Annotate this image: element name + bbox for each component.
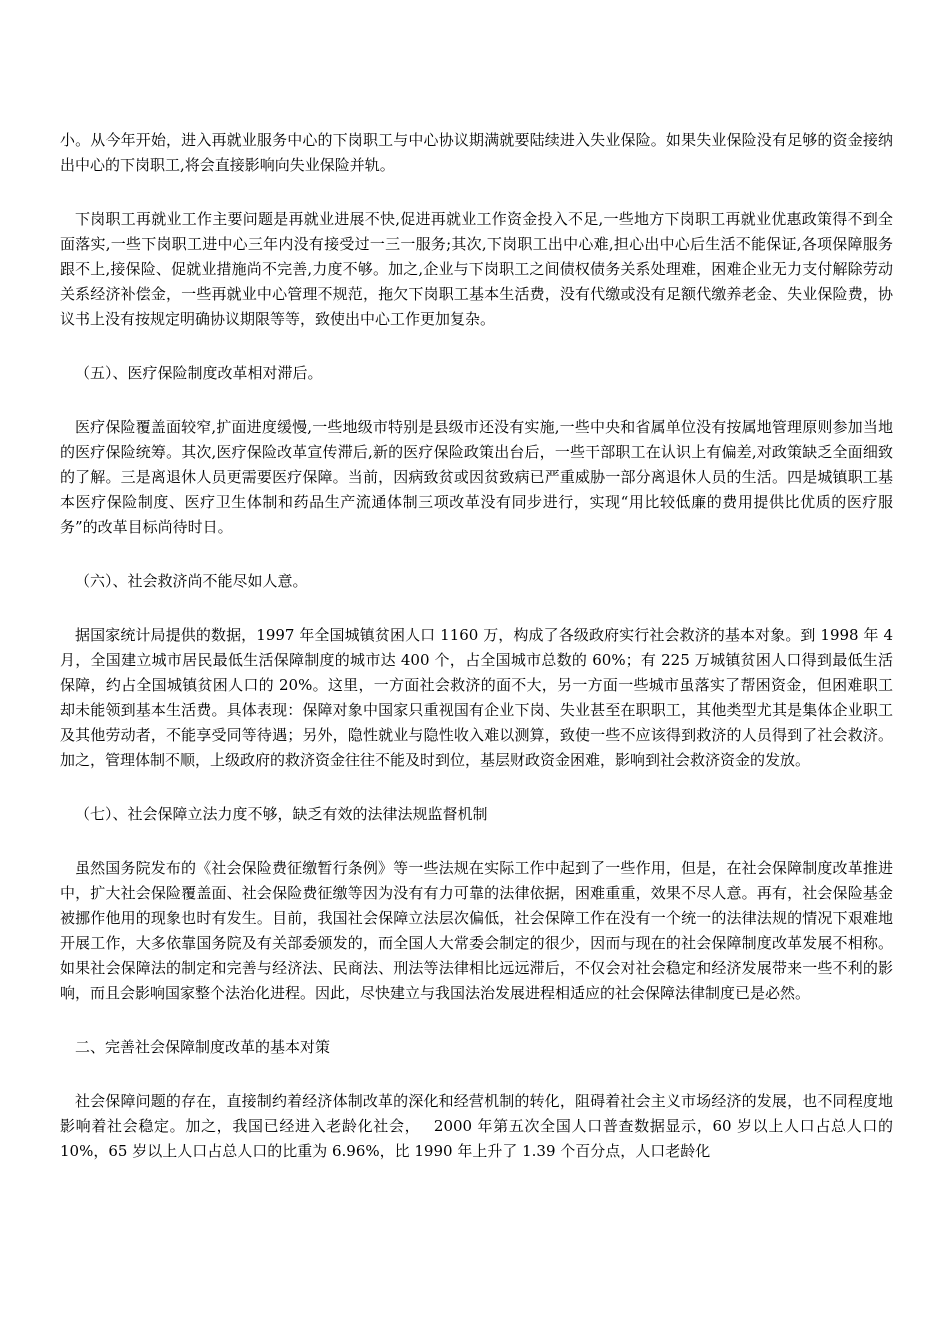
section-heading: （七）、社会保障立法力度不够，缺乏有效的法律法规监督机制 [75,805,488,823]
document-page [60,128,893,1193]
paragraph-text: 虽然国务院发布的《社会保险费征缴暂行条例》等一些法规在实际工作中起到了一些作用，但是，在社会保障制度改革推进中，扩大社会保险覆盖面、社会保险费征缴等因为没有有力可靠的法律依据，困难重重，效果不尽人意。再有，社会保险基金被挪作他用的现象也时有发生。目前，我国社会保障立法层次偏低，社会保障工作在没有一个统一的法律法规的情况下艰难地开展工作，大多依靠国务院及有关部委颁发的，而全国人大常委会制定的很少，因而与现在的社会保障制度改革发展不相称。如果社会保障法的制定和完善与经济法、民商法、刑法等法律相比远远滞后，不仅会对社会稳定和经济发展带来一些不利的影响，而且会影响国家整个法治化进程。因此，尽快建立与我国法治发展进程相适应的社会保障法律制度已是必然。 [60,859,893,1002]
section-heading: 二、完善社会保障制度改革的基本对策 [75,1038,331,1056]
paragraph-text: 社会保障问题的存在，直接制约着经济体制改革的深化和经营机制的转化，阻碍着社会主义市场经济的发展，也不同程度地影响着社会稳定。加之，我国已经进入老龄化社会， 2000 年第五次全国人口普查数据显示，60 岁以上人口占总人口的 10%，65 岁以上人口占总人口的比重为 6.96%，比 1990 年上升了 1.39 个百分点，人口老龄化 [60,1092,893,1160]
section-heading: （六）、社会救济尚不能尽如人意。 [75,572,308,590]
paragraph-text: 医疗保险覆盖面较窄,扩面进度缓慢,一些地级市特别是县级市还没有实施,一些中央和省属单位没有按属地管理原则参加当地的医疗保险统筹。其次,医疗保险改革宣传滞后,新的医疗保险政策出台后，一些干部职工在认识上有偏差,对政策缺乏全面细致的了解。三是离退休人员更需要医疗保障。当前，因病致贫或因贫致病已严重威胁一部分离退休人员的生活。四是城镇职工基本医疗保险制度、医疗卫生体制和药品生产流通体制三项改革没有同步进行，实现“用比较低廉的费用提供比优质的医疗服务”的改革目标尚待时日。 [60,418,893,536]
paragraph-text: 小。从今年开始，进入再就业服务中心的下岗职工与中心协议期满就要陆续进入失业保险。如果失业保险没有足够的资金接纳出中心的下岗职工,将会直接影响向失业保险并轨。 [60,131,893,174]
section-heading: （五）、医疗保险制度改革相对滞后。 [75,364,323,382]
paragraph-text: 下岗职工再就业工作主要问题是再就业进展不快,促进再就业工作资金投入不足,一些地方下岗职工再就业优惠政策得不到全面落实,一些下岗职工进中心三年内没有接受过一三一服务;其次,下岗职工出中心难,担心出中心后生活不能保证,各项保障服务跟不上,接保险、促就业措施尚不完善,力度不够。加之,企业与下岗职工之间债权债务关系处理难，困难企业无力支付解除劳动关系经济补偿金，一些再就业中心管理不规范，拖欠下岗职工基本生活费，没有代缴或没有足额代缴养老金、失业保险费，协议书上没有按规定明确协议期限等等，致使出中心工作更加复杂。 [60,210,893,328]
paragraph-text: 据国家统计局提供的数据，1997 年全国城镇贫困人口 1160 万，构成了各级政府实行社会救济的基本对象。到 1998 年 4 月，全国建立城市居民最低生活保障制度的城市达 400 个，占全国城市总数的 60%；有 225 万城镇贫困人口得到最低生活保障，约占全国城镇贫困人口的 20%。这里，一方面社会救济的面不大，另一方面一些城市虽落实了帮困资金，但困难职工却未能领到基本生活费。具体表现：保障对象中国家只重视国有企业下岗、失业甚至在职职工，其他类型尤其是集体企业职工及其他劳动者，不能享受同等待遇；另外，隐性就业与隐性收入难以测算，致使一些不应该得到救济的人员得到了社会救济。加之，管理体制不顺，上级政府的救济资金往往不能及时到位，基层财政资金困难，影响到社会救济资金的发放。 [60,626,893,769]
